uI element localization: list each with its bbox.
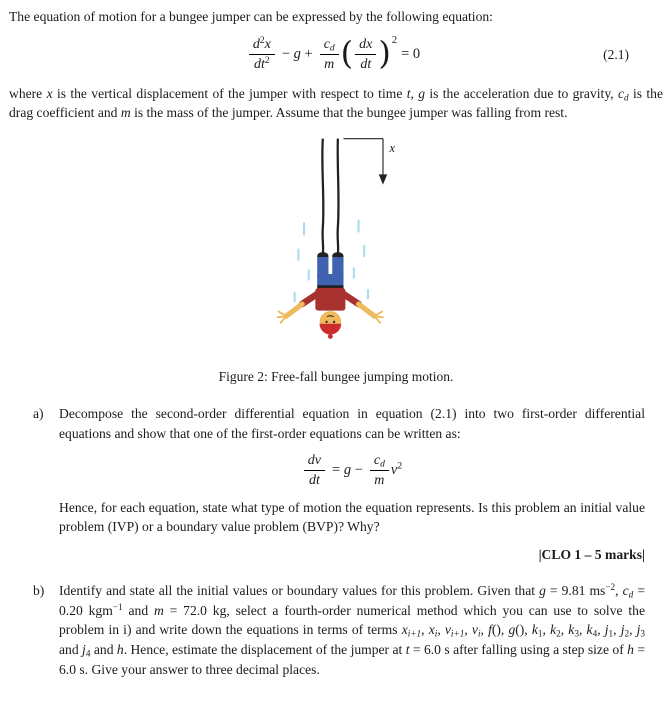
right-paren: ): [378, 33, 391, 72]
part-a-paragraph-1: Decompose the second-order differential equation in equation (2.1) into two first-order differential equations and show that one of the first-order equations can be written as:: [59, 406, 645, 442]
part-b-label: b): [33, 582, 45, 598]
velocity-derivative-fraction: [355, 36, 376, 74]
fraction-numerator: $c_d$: [320, 36, 339, 56]
bungee-cord-right: [338, 139, 339, 254]
variable-definitions-paragraph: where x is the vertical displacement of the jumper with respect to time t, g is the acceleration due to gravity, $c_d$ is the drag coefficient and m is the mass of the jumper. Assume that the bungee jumper was falling from rest.: [9, 85, 664, 121]
operator-minus-g-plus: − g +: [281, 46, 313, 63]
dv-dt-fraction: [304, 452, 325, 490]
equals-g-minus: = g −: [332, 462, 363, 479]
marks-allocation: |CLO 1 – 5 marks|: [538, 547, 645, 563]
jumper-eye-left: [325, 321, 327, 323]
drag-mass-fraction: [370, 452, 389, 490]
jumper-arm-left: [286, 304, 302, 316]
first-order-equation: [59, 452, 645, 490]
bungee-figure-graphic: [242, 133, 430, 351]
part-b-paragraph: Identify and state all the initial values or boundary values for this problem. Given that g = 9.81 $ms^{-2}$, $c_d = 0.20$ kgm$^{-1}$ and m = 72.0 kg, select a fourth-order numerical method which you can use to solve the problem in i) and write down the equations in terms of terms $x_{i+1}$, $x_i$, $v_{i+1}$, $v_i$, f(), g(), $k_1$, $k_2$, $k_3$, $k_4$, $j_1$, $j_2$, $j_3$ and $j_4$ and h. Hence, estimate the displacement of the jumper at t = 6.0 s after falling using a step size of h = 6.0 s. Give your answer to three decimal places.: [59, 581, 646, 677]
bungee-cord-left: [322, 139, 323, 254]
fraction-denominator: dt: [308, 473, 320, 489]
equation-number: (2.1): [603, 46, 629, 62]
paren-exponent: 2: [391, 35, 398, 47]
equation-2-1: [9, 33, 663, 74]
bungee-figure: [9, 133, 663, 386]
figure-caption: Figure 2: Free-fall bungee jumping motion.: [218, 368, 454, 384]
fraction-numerator: $c_d$: [370, 452, 389, 472]
part-a-body: [59, 404, 645, 565]
bungee-cords: [322, 139, 338, 254]
part-a-paragraph-2: Hence, for each equation, state what type of motion the equation represents. Is this problem an initial value problem (IVP) or a boundary value problem (BVP)? Why?: [59, 499, 645, 535]
jumper-eye-right: [333, 321, 335, 323]
fraction-numerator: dv: [304, 452, 325, 472]
jumper-hand-right: [375, 312, 383, 323]
fraction-denominator: $dt^2$: [253, 55, 270, 73]
part-a: [33, 404, 645, 565]
drag-mass-fraction: [320, 36, 339, 74]
intro-paragraph: The equation of motion for a bungee jumper can be expressed by the following equation:: [9, 9, 493, 24]
jumper-hand-left: [278, 312, 286, 323]
part-b-body: [59, 581, 645, 680]
fraction-numerator: dx: [355, 36, 376, 56]
part-b: [33, 581, 645, 680]
x-arrow-head: [379, 174, 387, 184]
second-derivative-fraction: [249, 36, 275, 74]
fraction-denominator: dt: [360, 57, 372, 73]
x-axis-label: x: [389, 140, 395, 155]
equation-2-1-content: [247, 33, 425, 74]
x-axis-indicator: [344, 139, 396, 185]
fraction-numerator: $d^2x$: [249, 36, 275, 56]
v-squared-term: $v^2$: [390, 460, 403, 479]
jumper-arm-right: [359, 304, 375, 316]
jumper-legs: [317, 257, 343, 286]
fraction-denominator: m: [374, 473, 385, 489]
jumper-cap-button: [328, 334, 333, 339]
fraction-denominator: m: [324, 57, 335, 73]
equals-zero: = 0: [401, 46, 421, 63]
part-a-label: a): [33, 406, 44, 422]
left-paren: (: [340, 33, 354, 72]
jumper-cap: [320, 324, 342, 335]
